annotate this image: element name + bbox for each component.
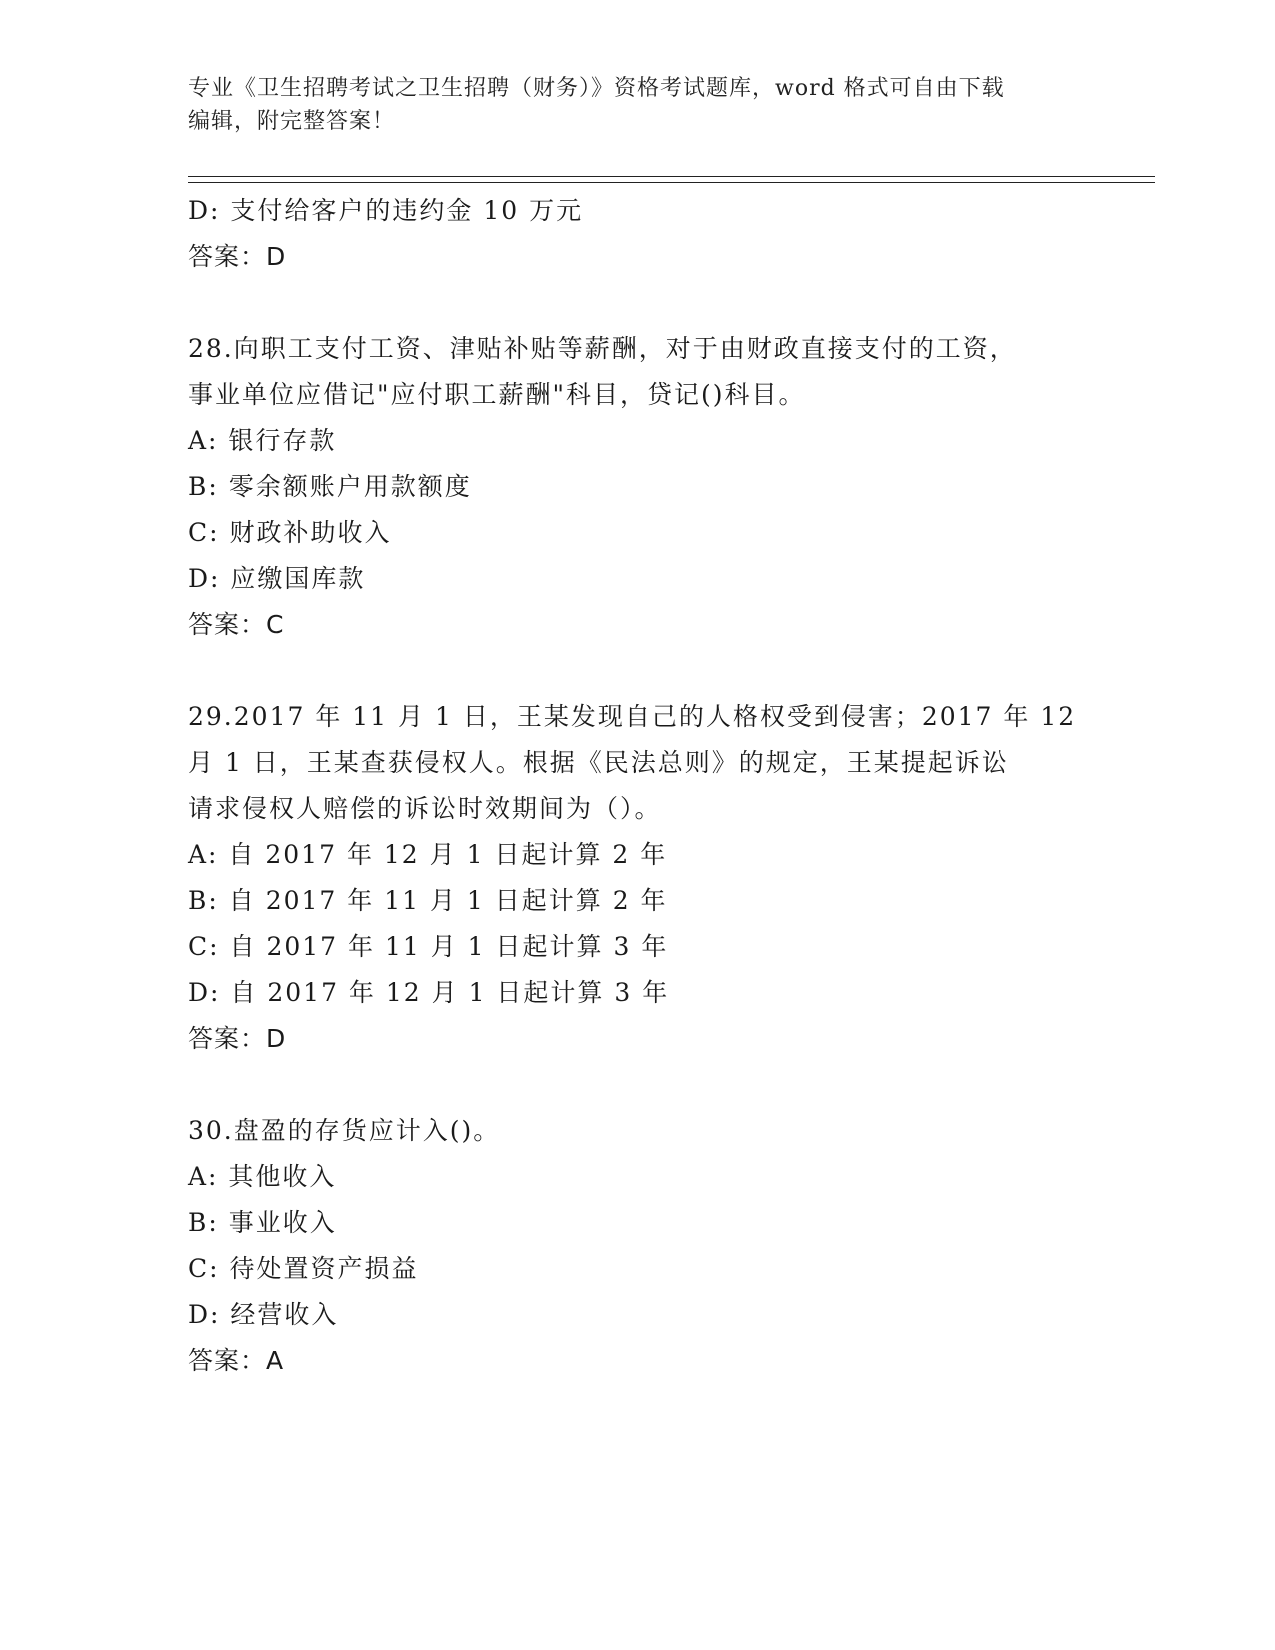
option-a: A: 其他收入 (188, 1162, 337, 1191)
option-c: C: 待处置资产损益 (188, 1254, 419, 1283)
option-b: B: 零余额账户用款额度 (188, 472, 472, 501)
spacer (188, 648, 1088, 694)
option-a: A: 银行存款 (188, 426, 337, 455)
answer-line: 答案：C (188, 610, 285, 639)
answer-line: 答案：D (188, 242, 287, 271)
question-text-line: 30.盘盈的存货应计入()。 (188, 1116, 501, 1145)
question-content (188, 188, 1088, 1384)
answer-line: 答案：D (188, 1024, 287, 1053)
spacer (188, 280, 1088, 326)
option-d: D: 经营收入 (188, 1300, 339, 1329)
option-d: D: 应缴国库款 (188, 564, 366, 593)
option-b: B: 自 2017 年 11 月 1 日起计算 2 年 (188, 886, 668, 915)
header-divider-top (188, 176, 1155, 177)
question-28 (188, 326, 1088, 648)
header-line-2: 编辑，附完整答案！ (188, 109, 396, 134)
option-d: D: 支付给客户的违约金 10 万元 (188, 196, 584, 225)
answer-line: 答案：A (188, 1346, 285, 1375)
option-c: C: 自 2017 年 11 月 1 日起计算 3 年 (188, 932, 669, 961)
option-c: C: 财政补助收入 (188, 518, 392, 547)
spacer (188, 1062, 1088, 1108)
previous-question-tail (188, 188, 1088, 280)
question-text-line: 事业单位应借记"应付职工薪酬"科目，贷记()科目。 (188, 380, 806, 409)
header-divider-bottom (188, 182, 1155, 183)
question-30 (188, 1108, 1088, 1384)
question-text-line: 请求侵权人赔偿的诉讼时效期间为（）。 (188, 794, 662, 823)
option-a: A: 自 2017 年 12 月 1 日起计算 2 年 (188, 840, 668, 869)
document-header (188, 72, 1088, 138)
header-line-1: 专业《卫生招聘考试之卫生招聘（财务）》资格考试题库，word 格式可自由下载 (188, 76, 1005, 101)
question-text-line: 29.2017 年 11 月 1 日，王某发现自己的人格权受到侵害；2017 年 12 (188, 702, 1077, 731)
option-d: D: 自 2017 年 12 月 1 日起计算 3 年 (188, 978, 670, 1007)
option-b: B: 事业收入 (188, 1208, 337, 1237)
question-29 (188, 694, 1088, 1062)
question-text-line: 28.向职工支付工资、津贴补贴等薪酬，对于由财政直接支付的工资， (188, 334, 1017, 363)
question-text-line: 月 1 日，王某查获侵权人。根据《民法总则》的规定，王某提起诉讼 (188, 748, 1009, 777)
